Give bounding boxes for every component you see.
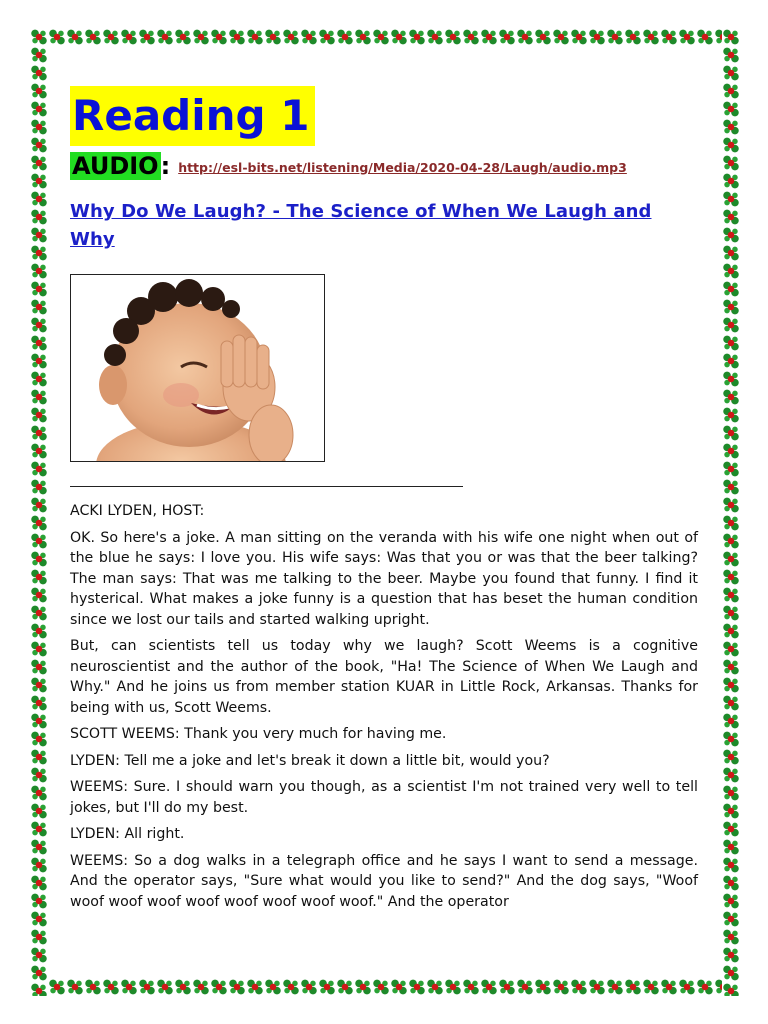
reading-title: Reading 1: [70, 86, 315, 146]
paragraph: WEEMS: So a dog walks in a telegraph office and he says I want to send a message. And the operator says, "Sure what would you like to send?" And the dog says, "Woof woof woof woof woof woof woof woof woof." And the operator: [70, 852, 698, 910]
page-content: [70, 86, 698, 918]
paragraph: SCOTT WEEMS: Thank you very much for having me.: [70, 726, 447, 742]
transcript-text: [70, 501, 698, 912]
holly-border-bottom: [30, 978, 740, 996]
audio-link[interactable]: http://esl-bits.net/listening/Media/2020-04-28/Laugh/audio.mp3: [178, 160, 627, 175]
audio-colon: :: [160, 152, 171, 180]
paragraph: ACKI LYDEN, HOST:: [70, 503, 205, 519]
audio-label: AUDIO: [72, 152, 159, 180]
audio-line: [70, 150, 698, 180]
horizontal-rule: [70, 486, 463, 487]
paragraph: LYDEN: All right.: [70, 826, 185, 842]
paragraph: But, can scientists tell us today why we laugh? Scott Weems is a cognitive neuroscientist and the author of the book, "Ha! The Science of When We Laugh and Why." And he joins us from member station KUAR in Little Rock, Arkansas. Thanks for being with us, Scott Weems.: [70, 638, 698, 716]
article-title-link[interactable]: Why Do We Laugh? - The Science of When We Laugh and Why: [70, 201, 652, 250]
holly-border-left: [30, 28, 48, 996]
paragraph: OK. So here's a joke. A man sitting on the veranda with his wife one night when out of the blue he says: I love you. His wife says: Was that you or was that the beer talking? The man says: That was me talking to the beer. Maybe you found that funny. I find it hysterical. What makes a joke funny is a question that has beset the human condition since we lost our tails and started walking upright.: [70, 529, 698, 628]
paragraph: WEEMS: Sure. I should warn you though, as a scientist I'm not trained very well to tell jokes, but I'll do my best.: [70, 779, 698, 816]
paragraph: LYDEN: Tell me a joke and let's break it down a little bit, would you?: [70, 752, 550, 769]
holly-border-top: [30, 28, 740, 46]
laughing-baby-photo: [70, 274, 325, 462]
holly-border-right: [722, 28, 740, 996]
